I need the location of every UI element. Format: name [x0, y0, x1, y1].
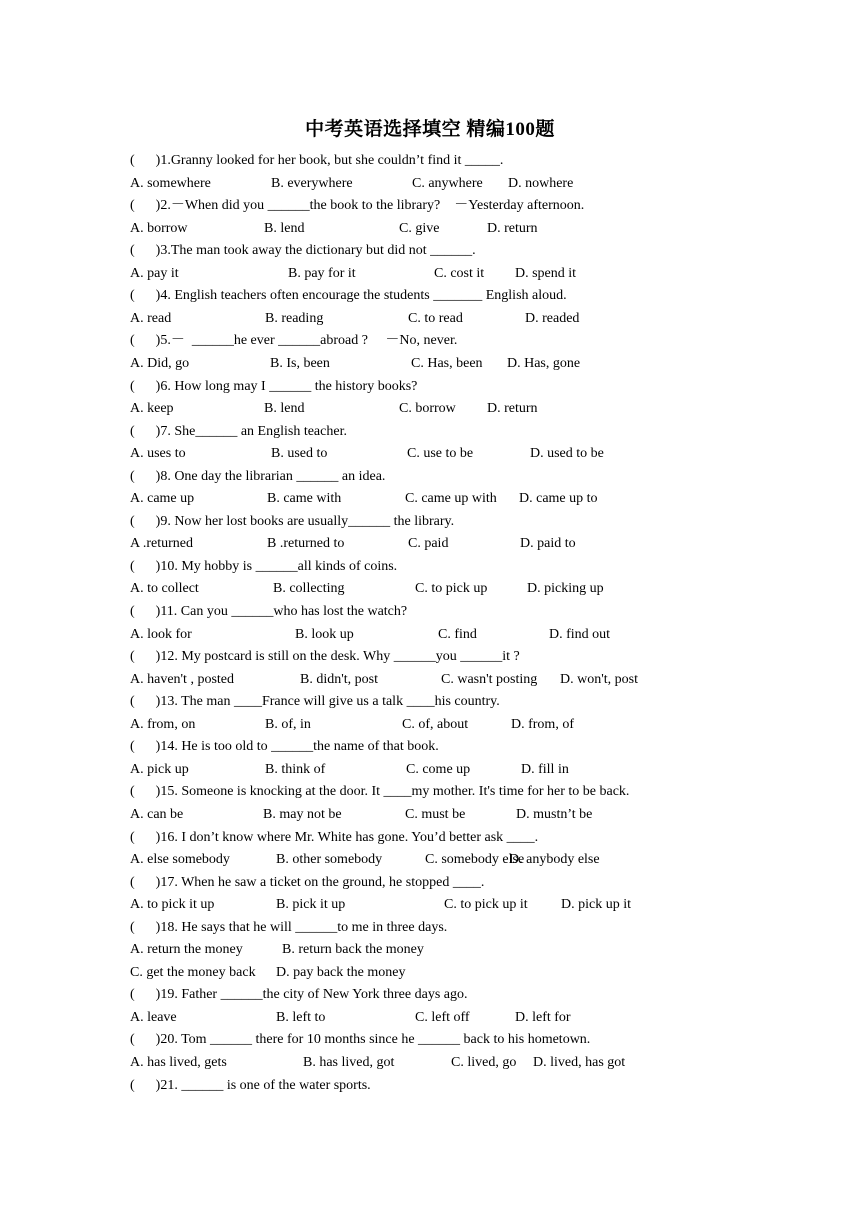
option-c: C. anywhere — [412, 175, 483, 191]
option-a: A. look for — [130, 626, 192, 642]
question-line: ( )1.Granny looked for her book, but she couldn’t find it _____. — [130, 153, 504, 168]
option-c: C. use to be — [407, 446, 474, 462]
page-title: 中考英语选择填空 精编100题 — [305, 119, 555, 140]
option-d: D. from, of — [511, 716, 574, 732]
option-d: D. readed — [525, 310, 580, 326]
option-b: B. didn't, post — [300, 671, 378, 687]
option-b: B. used to — [271, 446, 328, 462]
option-c: C. left off — [415, 1009, 470, 1025]
question-line: ( )8. One day the librarian ______ an idea. — [130, 468, 386, 484]
option-c: C. came up with — [405, 491, 497, 507]
option-c: C. somebody else — [425, 852, 525, 868]
question-line: ( )15. Someone is knocking at the door. It ____my mother. It's time for her to be back. — [130, 784, 630, 800]
option-d: D. paid to — [520, 536, 576, 552]
option-a: A. borrow — [130, 220, 188, 236]
option-d: D. anybody else — [509, 852, 600, 868]
option-a: A. can be — [130, 806, 184, 822]
option-a: A. haven't , posted — [130, 671, 235, 687]
question-line: ( )19. Father ______the city of New York three days ago. — [130, 987, 468, 1003]
question-line: ( )10. My hobby is ______all kinds of coins. — [130, 558, 398, 574]
question-line: ( )20. Tom ______ there for 10 months since he ______ back to his hometown. — [130, 1032, 591, 1048]
option-a: A. return the money — [130, 942, 243, 958]
option-d: D. fill in — [521, 761, 569, 777]
option-a: C. get the money back — [130, 964, 256, 980]
option-a: A. pick up — [130, 761, 189, 777]
question-line: ( )9. Now her lost books are usually______ the library. — [130, 513, 455, 529]
option-a: A. uses to — [130, 446, 186, 462]
option-d: D. left for — [515, 1009, 571, 1025]
option-d: D. pick up it — [561, 897, 631, 913]
option-d: D. came up to — [519, 491, 598, 507]
option-c: C. lived, go — [451, 1055, 517, 1070]
option-d: D. picking up — [527, 581, 604, 597]
option-c: C. of, about — [402, 716, 469, 732]
option-c: C. cost it — [434, 265, 485, 281]
option-c: C. give — [399, 220, 440, 236]
question-line: ( )3.The man took away the dictionary but did not ______. — [130, 243, 476, 259]
option-a: A .returned — [130, 536, 193, 552]
option-d: D. return — [487, 220, 538, 236]
option-d: D. return — [487, 401, 538, 417]
option-a: A. has lived, gets — [130, 1055, 227, 1070]
option-a: A. to collect — [130, 581, 199, 597]
option-a: A. came up — [130, 491, 195, 507]
option-b: D. pay back the money — [276, 964, 406, 980]
question-line: ( )14. He is too old to ______the name of that book. — [130, 739, 439, 755]
option-d: D. spend it — [515, 265, 577, 281]
option-d: D. used to be — [530, 446, 604, 462]
option-a: A. somewhere — [130, 175, 211, 191]
option-b: B. collecting — [273, 581, 345, 597]
option-c: C. to pick up it — [444, 897, 528, 913]
option-b: B. Is, been — [270, 355, 330, 371]
option-b: B. return back the money — [282, 942, 424, 958]
question-line: ( )6. How long may I ______ the history books? — [130, 378, 418, 394]
question-line: ( )18. He says that he will ______to me in three days. — [130, 919, 448, 935]
option-c: C. Has, been — [411, 355, 483, 371]
option-c: C. find — [438, 626, 477, 642]
option-b: B. pick it up — [276, 897, 346, 913]
option-a: A. keep — [130, 401, 174, 417]
option-b: B. look up — [295, 626, 354, 642]
option-d: D. find out — [549, 626, 611, 642]
option-b: B. may not be — [263, 806, 342, 822]
option-b: B. everywhere — [271, 175, 353, 191]
option-c: C. wasn't posting — [441, 671, 538, 687]
option-b: B. of, in — [265, 716, 311, 732]
option-b: B. pay for it — [288, 265, 356, 281]
question-line: ( )2.－When did you ______the book to the library? －Yesterday afternoon. — [130, 198, 585, 214]
option-a: A. Did, go — [130, 355, 190, 371]
option-c: C. to pick up — [415, 581, 488, 597]
question-line: ( )17. When he saw a ticket on the ground, he stopped ____. — [130, 874, 485, 890]
option-a: A. read — [130, 310, 172, 326]
option-a: A. pay it — [130, 265, 179, 281]
option-c: C. come up — [406, 761, 471, 777]
question-line: ( )7. She______ an English teacher. — [130, 423, 347, 439]
question-line: ( )13. The man ____France will give us a talk ____his country. — [130, 694, 500, 710]
question-line: ( )11. Can you ______who has lost the watch? — [130, 604, 408, 619]
option-d: D. lived, has got — [533, 1055, 626, 1070]
option-d: D. won't, post — [560, 671, 638, 687]
option-b: B. other somebody — [276, 852, 383, 868]
question-line: ( )5.－ ______he ever ______abroad ? －No, never. — [130, 333, 458, 349]
question-line: ( )12. My postcard is still on the desk. Why ______you ______it ? — [130, 649, 520, 665]
option-d: D. mustn’t be — [516, 806, 593, 822]
option-a: A. leave — [130, 1009, 177, 1025]
option-c: C. must be — [405, 806, 466, 822]
question-line: ( )4. English teachers often encourage the students _______ English aloud. — [130, 288, 567, 304]
option-d: D. Has, gone — [507, 355, 581, 371]
option-a: A. to pick it up — [130, 897, 215, 913]
option-b: B .returned to — [267, 536, 345, 552]
option-c: C. borrow — [399, 401, 456, 417]
option-b: B. came with — [267, 491, 342, 507]
option-b: B. has lived, got — [303, 1055, 395, 1070]
option-b: B. think of — [265, 761, 326, 777]
option-b: B. reading — [265, 310, 324, 326]
question-line: ( )21. ______ is one of the water sports. — [130, 1077, 371, 1093]
option-c: C. paid — [408, 536, 449, 552]
option-c: C. to read — [408, 310, 463, 326]
option-d: D. nowhere — [508, 175, 574, 191]
question-line: ( )16. I don’t know where Mr. White has gone. You’d better ask ____. — [130, 829, 539, 845]
option-b: B. lend — [264, 401, 305, 417]
option-a: A. from, on — [130, 716, 196, 732]
option-b: B. left to — [276, 1009, 326, 1025]
option-a: A. else somebody — [130, 852, 230, 868]
option-b: B. lend — [264, 220, 305, 236]
